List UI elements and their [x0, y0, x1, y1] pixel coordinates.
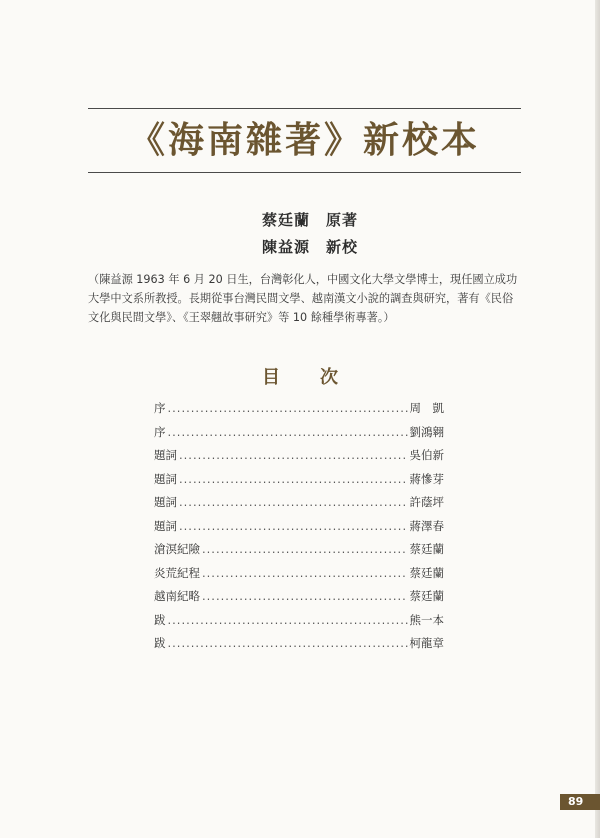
- page-number: 89: [560, 794, 600, 810]
- toc-entry: [154, 635, 444, 659]
- toc-entry: [154, 471, 444, 495]
- toc-author: 許蔭坪: [409, 495, 444, 509]
- table-of-contents: [154, 400, 444, 659]
- dot-leader: [202, 589, 408, 603]
- toc-author: 吳伯新: [409, 448, 444, 462]
- dot-leader: [202, 566, 408, 580]
- toc-entry: [154, 494, 444, 518]
- toc-author: 劉鴻翱: [409, 424, 444, 439]
- dot-leader: [202, 542, 408, 556]
- dot-leader: [179, 519, 408, 533]
- toc-author: 熊一本: [409, 612, 444, 627]
- toc-label: 題詞: [154, 448, 177, 462]
- toc-entry: [154, 518, 444, 542]
- toc-author: 蔣澤春: [409, 518, 444, 533]
- toc-author: 蔣慘芽: [409, 471, 444, 486]
- dot-leader: [179, 448, 408, 462]
- title-rule-top: [88, 108, 521, 109]
- toc-label: 序: [154, 424, 166, 439]
- author-name: 陳益源: [262, 238, 311, 256]
- toc-author: 蔡廷蘭: [409, 565, 444, 580]
- page-title: 《海南雜著》新校本: [128, 119, 480, 161]
- toc-entry: [154, 588, 444, 612]
- toc-author: 蔡廷蘭: [409, 589, 444, 603]
- toc-label: 題詞: [154, 518, 177, 533]
- author-original: [262, 209, 358, 230]
- dot-leader: [179, 495, 408, 509]
- toc-author: 蔡廷蘭: [409, 542, 444, 556]
- toc-entry: [154, 447, 444, 471]
- author-role: 原著: [326, 211, 359, 229]
- toc-label: 跋: [154, 636, 166, 650]
- page-edge: [595, 0, 600, 838]
- toc-label: 題詞: [154, 495, 177, 509]
- toc-heading: 目次: [262, 367, 378, 388]
- dot-leader: [168, 636, 408, 650]
- toc-label: 炎荒紀程: [154, 565, 200, 580]
- toc-label: 滄溟紀險: [154, 542, 200, 556]
- dot-leader: [168, 613, 408, 627]
- dot-leader: [168, 425, 408, 439]
- toc-label: 越南紀略: [154, 589, 200, 603]
- toc-label: 題詞: [154, 471, 177, 486]
- toc-entry: [154, 424, 444, 448]
- toc-entry: [154, 612, 444, 636]
- toc-label: 序: [154, 401, 166, 415]
- author-name: 蔡廷蘭: [262, 211, 311, 229]
- title-rule-bottom: [88, 172, 521, 173]
- toc-entry: [154, 541, 444, 565]
- dot-leader: [179, 472, 408, 486]
- author-editor: [262, 236, 358, 257]
- toc-entry: [154, 565, 444, 589]
- toc-author: 柯龍章: [409, 636, 444, 650]
- toc-label: 跋: [154, 612, 166, 627]
- toc-entry: [154, 400, 444, 424]
- author-intro: （陳益源 1963 年 6 月 20 日生，台灣彰化人，中國文化大學文學博士，現任國立成功大學中文系所教授。長期從事台灣民間文學、越南漢文小說的調查與研究，著有《民俗文化與民間文學》、《王翠翹故事研究》等 10 餘種學術專著。）: [88, 273, 518, 324]
- author-role: 新校: [326, 238, 359, 256]
- toc-author: 周 凱: [409, 401, 444, 415]
- dot-leader: [168, 401, 408, 415]
